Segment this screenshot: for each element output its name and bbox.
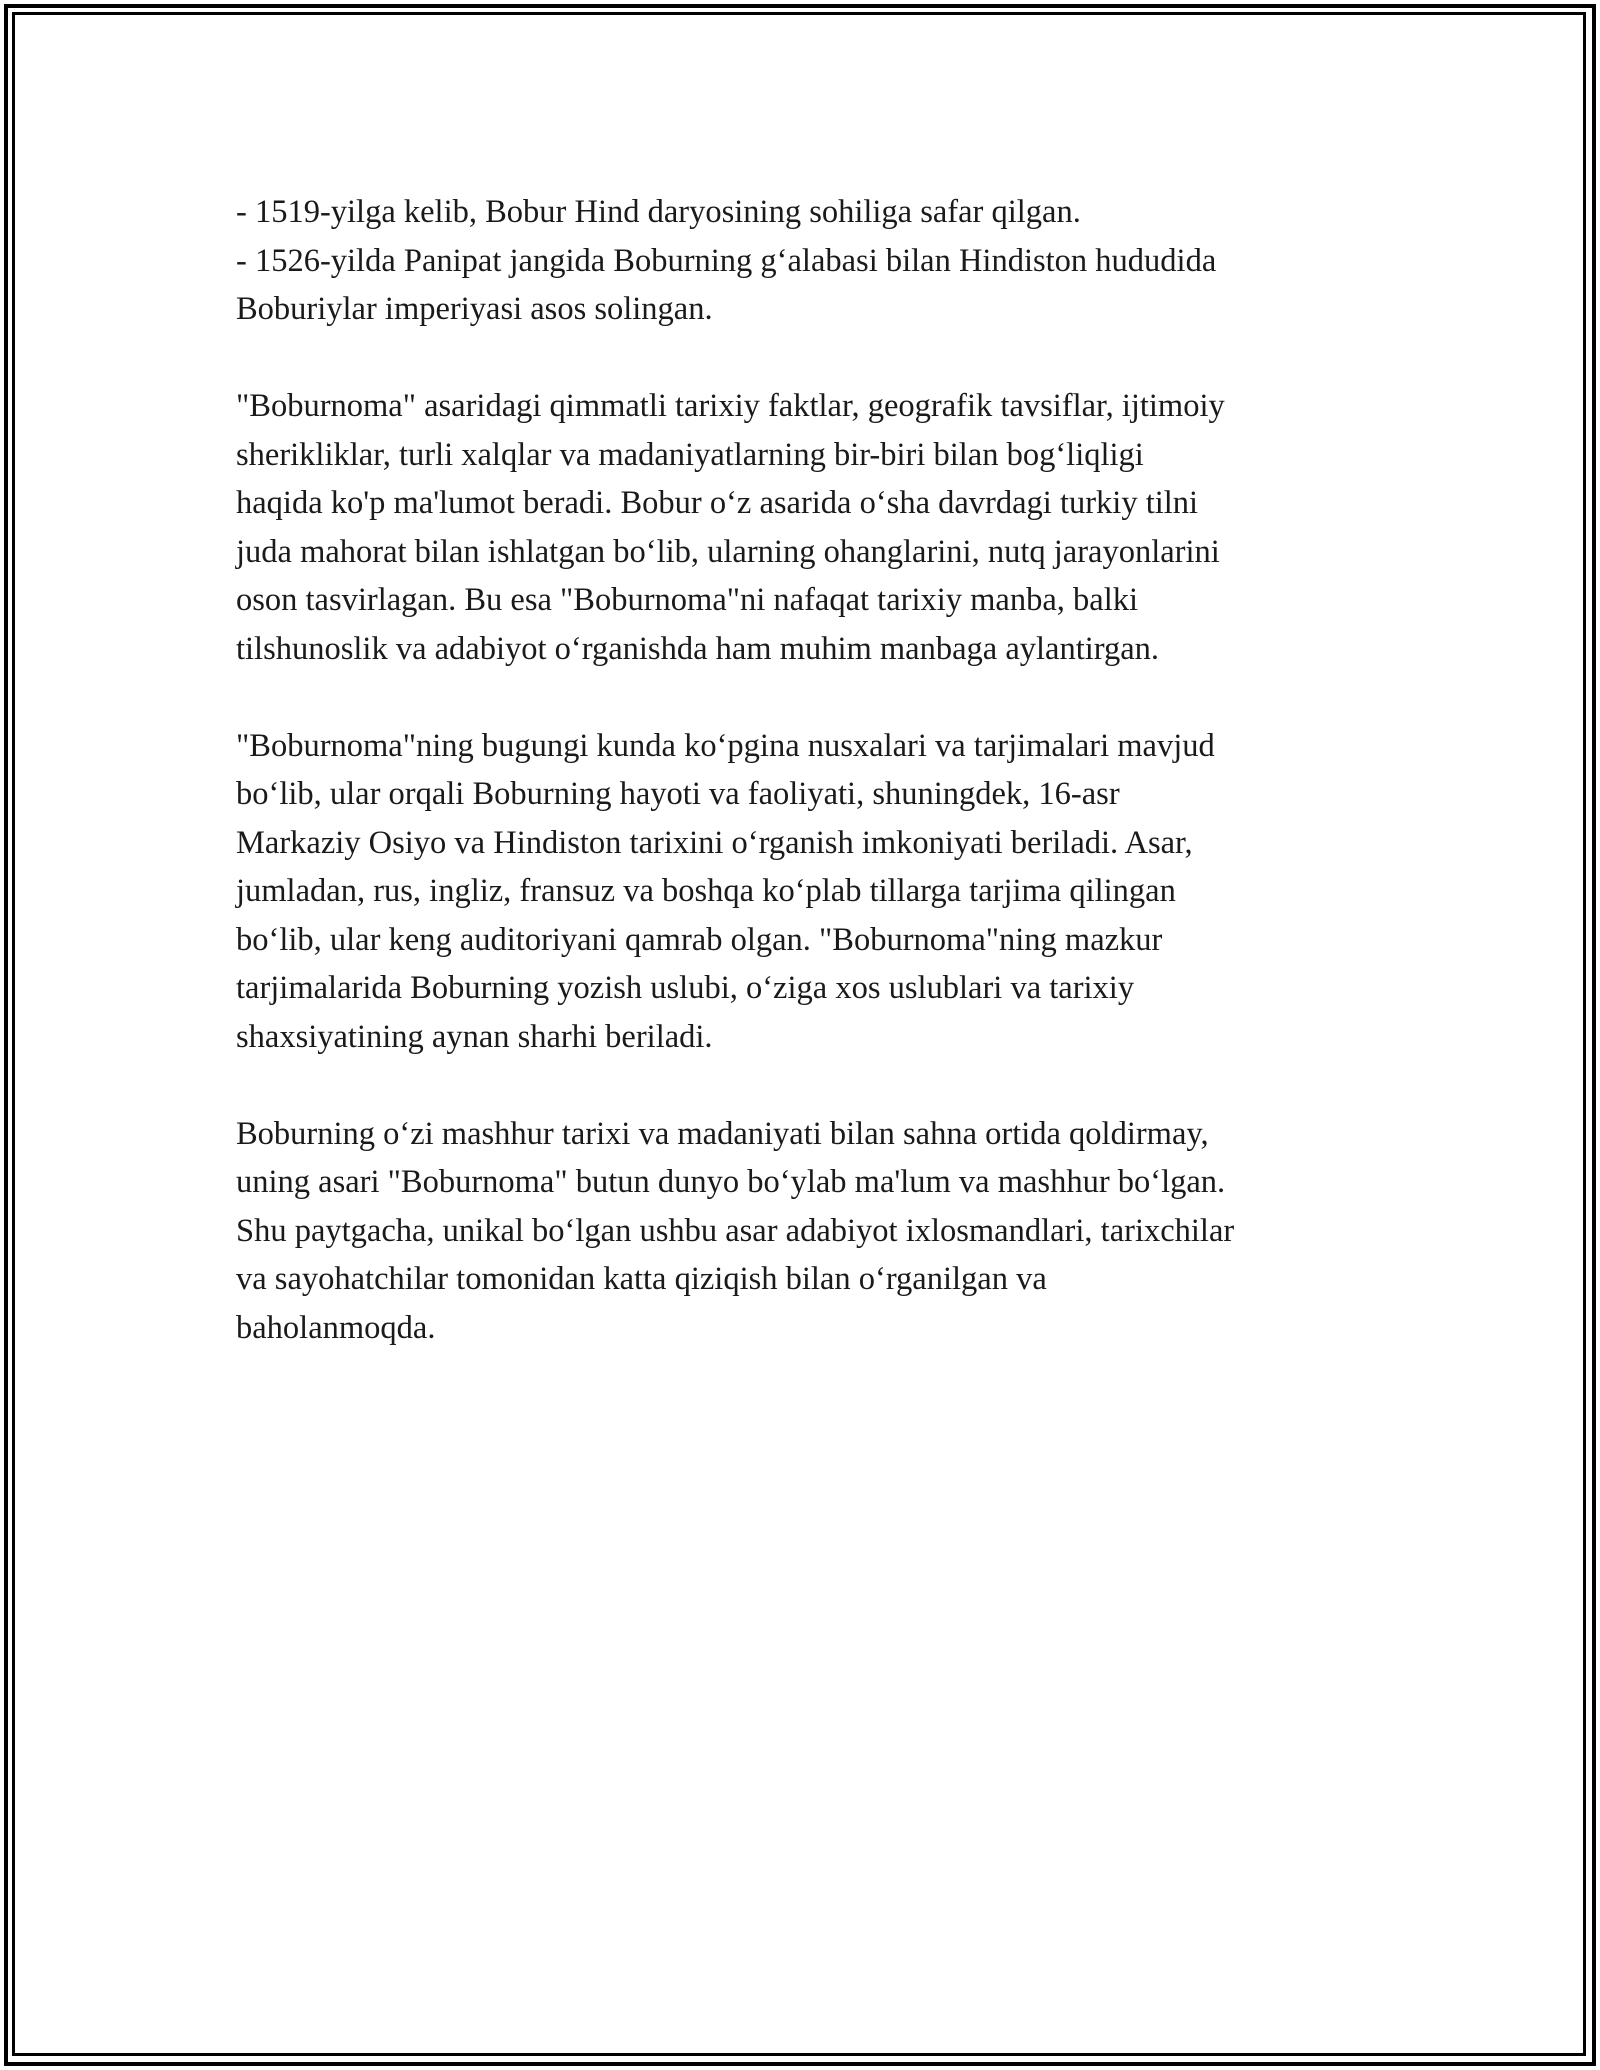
text-line: "Boburnoma" asaridagi qimmatli tarixiy faktlar, geografik tavsiflar, ijtimoiy [236, 388, 1225, 424]
text-line: bo‘lib, ular keng auditoriyani qamrab olgan. "Boburnoma"ning mazkur [236, 921, 1163, 958]
text-line: uning asari "Boburnoma" butun dunyo bo‘ylab ma'lum va mashhur bo‘lgan. [236, 1164, 1226, 1200]
text-line: sherikliklar, turli xalqlar va madaniyatlarning bir-biri bilan bog‘liqligi [236, 436, 1144, 473]
document-body [236, 188, 1376, 1352]
text-line: tarjimalarida Boburning yozish uslubi, o‘ziga xos uslublari va tarixiy [236, 970, 1135, 1006]
text-line: bo‘lib, ular orqali Boburning hayoti va faoliyati, shuningdek, 16-asr [236, 776, 1120, 812]
text-line: tilshunoslik va adabiyot o‘rganishda ham muhim manbaga aylantirgan. [236, 630, 1160, 667]
text-line: Boburiylar imperiyasi asos solingan. [236, 291, 713, 327]
text-line: oson tasvirlagan. Bu esa "Boburnoma"ni nafaqat tarixiy manba, balki [236, 582, 1139, 618]
text-line: Shu paytgacha, unikal bo‘lgan ushbu asar adabiyot ixlosmandlari, tarixchilar [236, 1212, 1235, 1249]
paragraph-translations [236, 722, 1376, 1062]
text-line: "Boburnoma"ning bugungi kunda ko‘pgina nusxalari va tarjimalari mavjud [236, 727, 1215, 764]
text-line: jumladan, rus, ingliz, fransuz va boshqa ko‘plab tillarga tarjima qilingan [236, 873, 1176, 909]
text-line: Boburning o‘zi mashhur tarixi va madaniyati bilan sahna ortida qoldirmay, [236, 1115, 1209, 1152]
paragraph-legacy [236, 1110, 1376, 1353]
text-line: shaxsiyatining aynan sharhi beriladi. [236, 1018, 713, 1055]
list-item-1526 [236, 237, 1376, 334]
text-line: haqida ko'p ma'lumot beradi. Bobur o‘z asarida o‘sha davrdagi turkiy tilni [236, 485, 1199, 521]
paragraph-boburnoma-facts [236, 382, 1376, 673]
list-item-1519 [236, 188, 1376, 237]
text-line: juda mahorat bilan ishlatgan bo‘lib, ularning ohanglarini, nutq jarayonlarini [236, 533, 1220, 570]
text-line: - 1526-yilda Panipat jangida Boburning g‘alabasi bilan Hindiston hududida [236, 242, 1217, 279]
text-line: va sayohatchilar tomonidan katta qiziqish bilan o‘rganilgan va [236, 1261, 1047, 1297]
text-line: Markaziy Osiyo va Hindiston tarixini o‘rganish imkoniyati beriladi. Asar, [236, 824, 1193, 861]
text-line: baholanmoqda. [236, 1309, 436, 1346]
text-line: - 1519-yilga kelib, Bobur Hind daryosining sohiliga safar qilgan. [236, 194, 1081, 230]
